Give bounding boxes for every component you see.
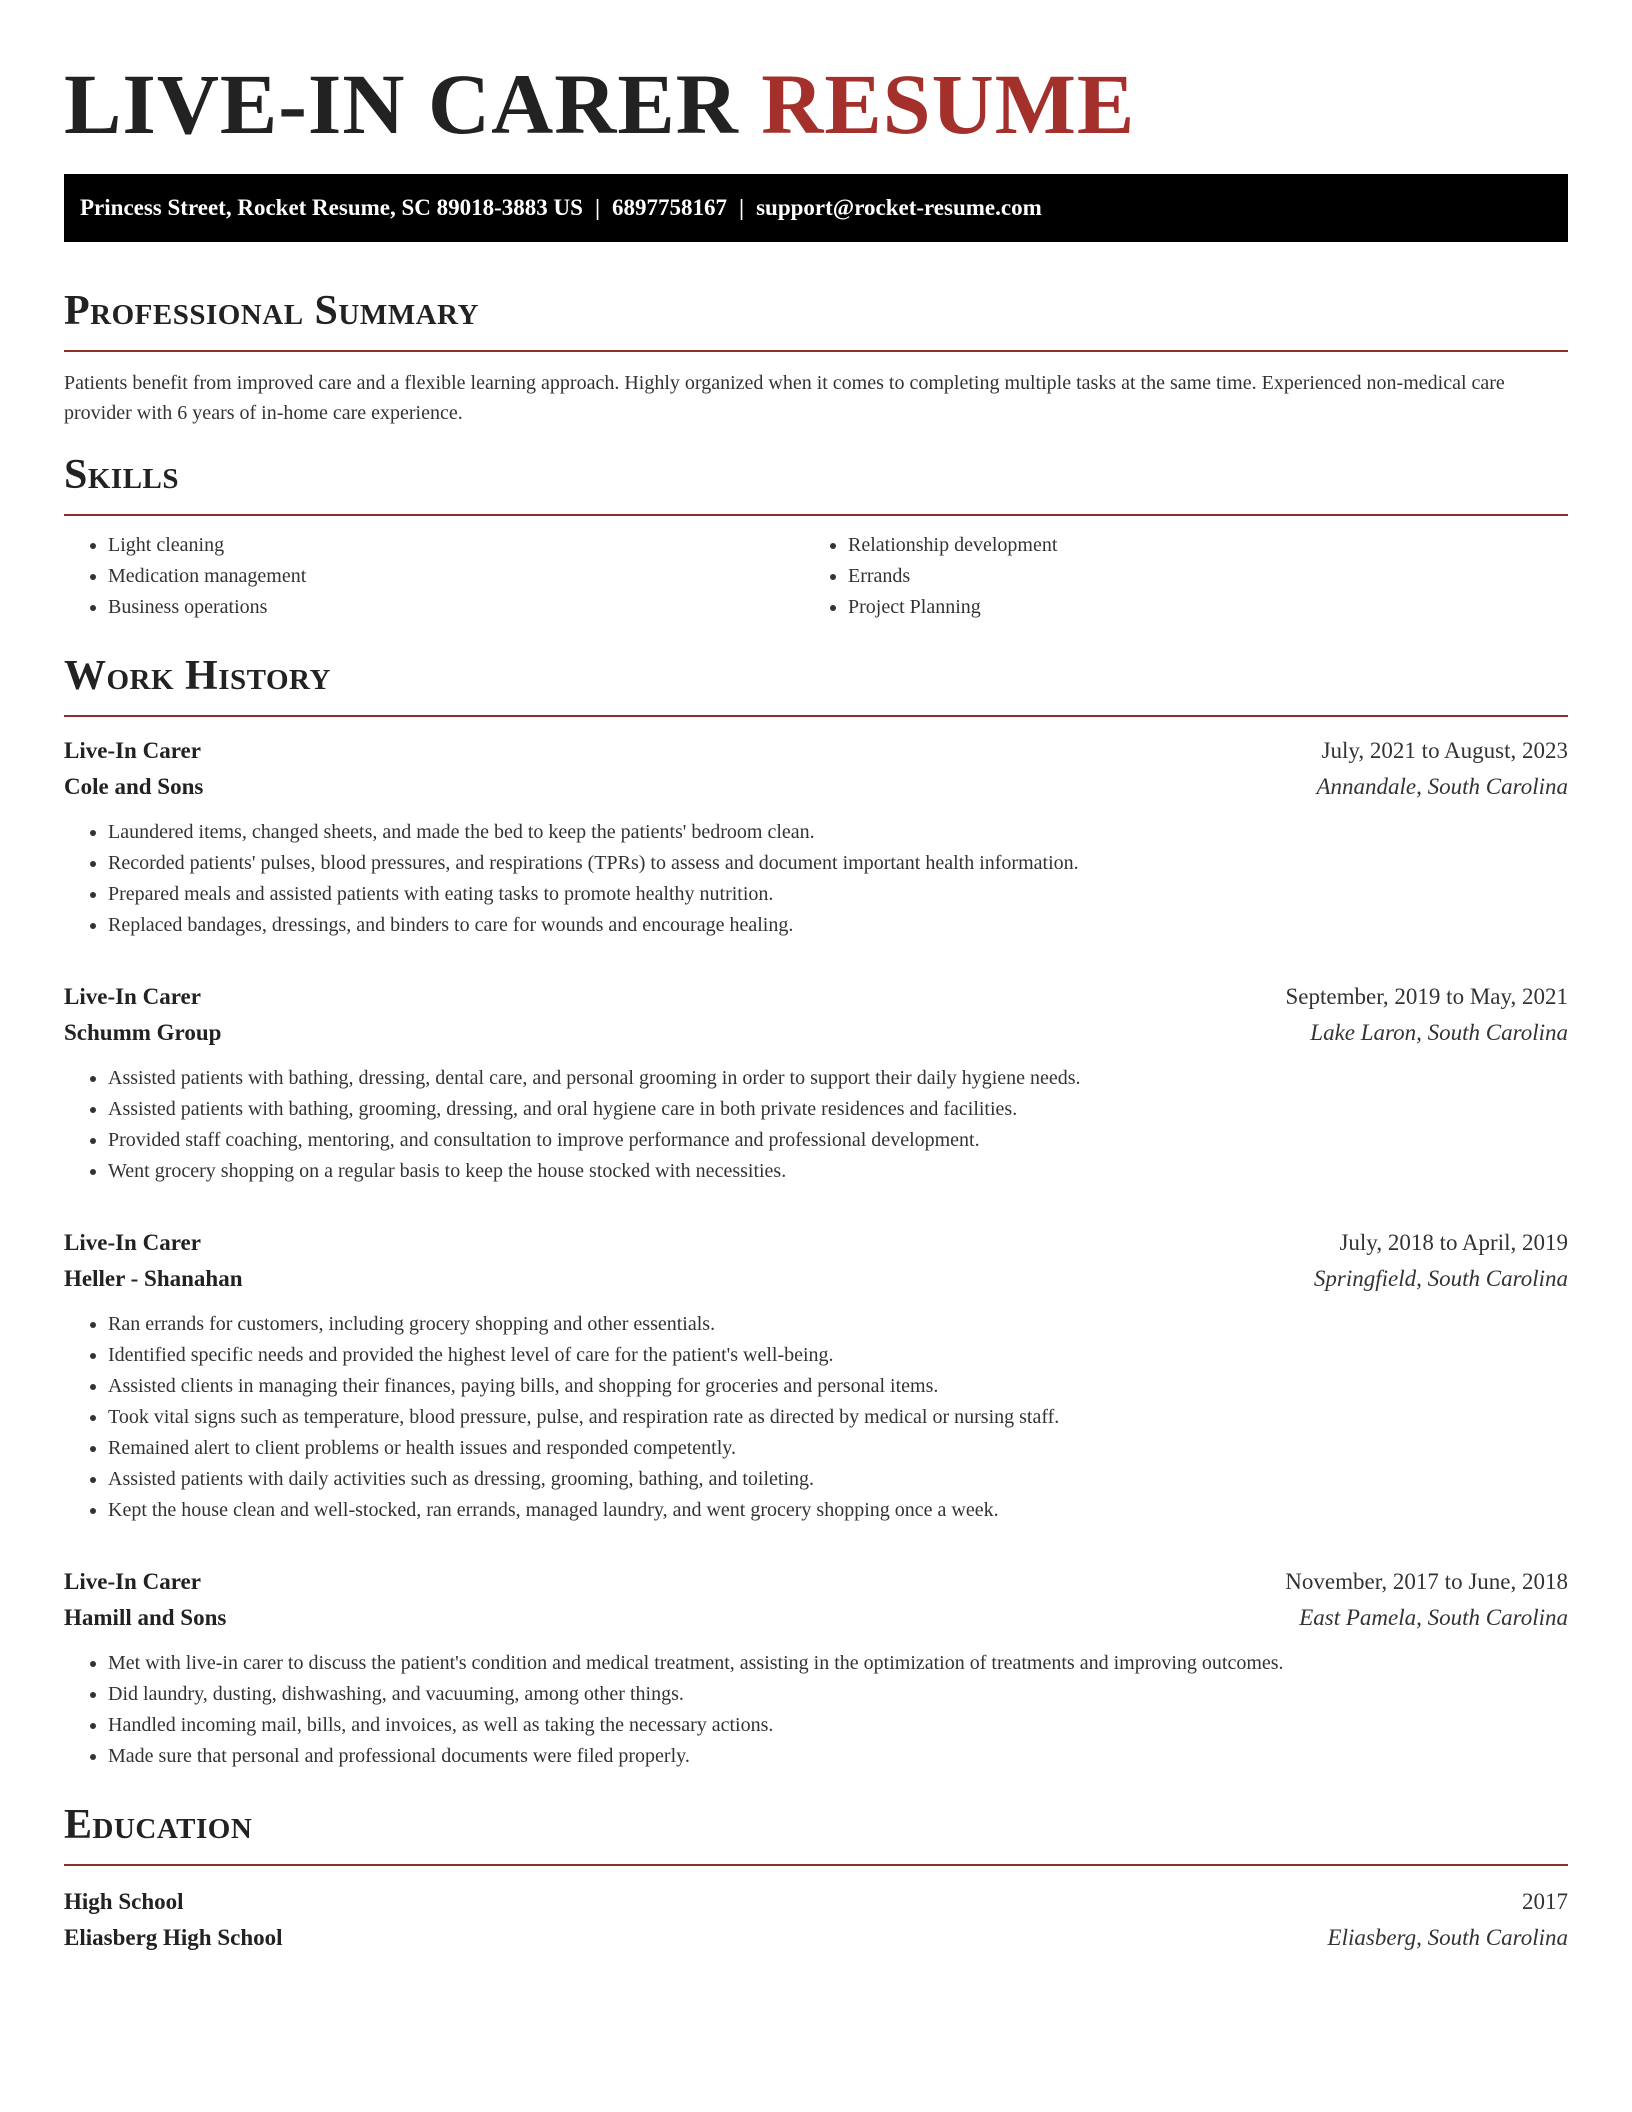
- job-company: Heller - Shanahan: [64, 1266, 243, 1291]
- work-history-heading: Work History: [64, 651, 1568, 717]
- job-dates: November, 2017 to June, 2018: [1285, 1569, 1568, 1594]
- job-bullet: • Laundered items, changed sheets, and made the bed to keep the patients' bedroom clean.: [108, 817, 1568, 848]
- job-bullets: [64, 1063, 1568, 1187]
- job-bullet: • Assisted patients with bathing, dressing, dental care, and personal grooming in order to support their daily hygiene needs.: [108, 1063, 1568, 1094]
- job-entry: [64, 1564, 1568, 1772]
- education-heading: Education: [64, 1800, 1568, 1866]
- job-bullet: • Ran errands for customers, including grocery shopping and other essentials.: [108, 1309, 1568, 1340]
- education-degree: High School: [64, 1889, 184, 1914]
- job-company: Cole and Sons: [64, 774, 204, 799]
- skills-grid: [64, 530, 1568, 623]
- job-location: Lake Laron, South Carolina: [1310, 1020, 1568, 1045]
- job-company: Schumm Group: [64, 1020, 222, 1045]
- education-year: 2017: [1522, 1889, 1568, 1914]
- resume-page: [64, 0, 1568, 1956]
- job-bullet: • Assisted clients in managing their finances, paying bills, and shopping for groceries and personal items.: [108, 1371, 1568, 1402]
- skills-list-right: [804, 530, 1544, 623]
- job-dates: July, 2021 to August, 2023: [1321, 738, 1568, 763]
- job-entry: [64, 979, 1568, 1187]
- education-degree-row: [64, 1884, 1568, 1920]
- skill-item: • Business operations: [108, 592, 804, 623]
- contact-separator: |: [739, 195, 745, 220]
- job-bullet: • Handled incoming mail, bills, and invoices, as well as taking the necessary actions.: [108, 1710, 1568, 1741]
- job-bullet: • Provided staff coaching, mentoring, and consultation to improve performance and professional development.: [108, 1125, 1568, 1156]
- contact-bar: [64, 174, 1568, 242]
- job-title: Live-In Carer: [64, 1230, 201, 1255]
- job-location: Springfield, South Carolina: [1313, 1266, 1568, 1291]
- contact-email: support@rocket-resume.com: [756, 195, 1042, 220]
- summary-text: Patients benefit from improved care and a flexible learning approach. Highly organized when it comes to completing multiple tasks at the same time. Experienced non-medical care provider with 6 years of in-home care experience.: [64, 372, 1505, 424]
- job-header-row: [64, 979, 1568, 1015]
- job-dates: September, 2019 to May, 2021: [1285, 984, 1568, 1009]
- job-title: Live-In Carer: [64, 984, 201, 1009]
- skill-item: • Medication management: [108, 561, 804, 592]
- job-bullet: • Met with live-in carer to discuss the patient's condition and medical treatment, assisting in the optimization of treatments and improving outcomes.: [108, 1648, 1568, 1679]
- skill-item: • Relationship development: [848, 530, 1544, 561]
- education-entry: [64, 1884, 1568, 1956]
- job-bullet: • Replaced bandages, dressings, and binders to care for wounds and encourage healing.: [108, 910, 1568, 941]
- job-company-row: [64, 1600, 1568, 1636]
- job-entry: [64, 733, 1568, 941]
- skill-item: • Light cleaning: [108, 530, 804, 561]
- job-bullet: • Identified specific needs and provided the highest level of care for the patient's well-being.: [108, 1340, 1568, 1371]
- skill-item: • Errands: [848, 561, 1544, 592]
- job-dates: July, 2018 to April, 2019: [1339, 1230, 1568, 1255]
- job-company-row: [64, 1261, 1568, 1297]
- job-bullet: • Assisted patients with bathing, grooming, dressing, and oral hygiene care in both private residences and facilities.: [108, 1094, 1568, 1125]
- skill-item: • Project Planning: [848, 592, 1544, 623]
- job-bullet: • Recorded patients' pulses, blood pressures, and respirations (TPRs) to assess and document important health information.: [108, 848, 1568, 879]
- job-entry: [64, 1225, 1568, 1526]
- contact-address: Princess Street, Rocket Resume, SC 89018-3883 US: [80, 195, 583, 220]
- education-school-row: [64, 1920, 1568, 1956]
- job-bullet: • Made sure that personal and professional documents were filed properly.: [108, 1741, 1568, 1772]
- skills-list-left: [64, 530, 804, 623]
- job-header-row: [64, 733, 1568, 769]
- title-main: LIVE-IN CARER: [64, 56, 739, 152]
- contact-separator: |: [594, 195, 601, 220]
- education-location: Eliasberg, South Carolina: [1327, 1925, 1568, 1950]
- education-school: Eliasberg High School: [64, 1925, 283, 1950]
- job-bullets: [64, 817, 1568, 941]
- summary-heading: Professional Summary: [64, 286, 1568, 352]
- job-header-row: [64, 1564, 1568, 1600]
- job-title: Live-In Carer: [64, 738, 201, 763]
- job-bullet: • Remained alert to client problems or health issues and responded competently.: [108, 1433, 1568, 1464]
- job-company-row: [64, 769, 1568, 805]
- title-accent: RESUME: [761, 56, 1136, 152]
- job-location: Annandale, South Carolina: [1316, 774, 1568, 799]
- job-bullets: [64, 1309, 1568, 1526]
- job-bullet: • Prepared meals and assisted patients with eating tasks to promote healthy nutrition.: [108, 879, 1568, 910]
- job-header-row: [64, 1225, 1568, 1261]
- resume-title: [64, 0, 1568, 150]
- job-company: Hamill and Sons: [64, 1605, 227, 1630]
- skills-heading: Skills: [64, 450, 1568, 516]
- job-title: Live-In Carer: [64, 1569, 201, 1594]
- job-bullet: • Did laundry, dusting, dishwashing, and vacuuming, among other things.: [108, 1679, 1568, 1710]
- job-bullet: • Went grocery shopping on a regular basis to keep the house stocked with necessities.: [108, 1156, 1568, 1187]
- job-bullet: • Assisted patients with daily activities such as dressing, grooming, bathing, and toileting.: [108, 1464, 1568, 1495]
- contact-phone: 6897758167: [612, 195, 728, 220]
- job-location: East Pamela, South Carolina: [1299, 1605, 1568, 1630]
- job-bullets: [64, 1648, 1568, 1772]
- job-bullet: • Kept the house clean and well-stocked, ran errands, managed laundry, and went grocery shopping once a week.: [108, 1495, 1568, 1526]
- job-company-row: [64, 1015, 1568, 1051]
- job-bullet: • Took vital signs such as temperature, blood pressure, pulse, and respiration rate as directed by medical or nursing staff.: [108, 1402, 1568, 1433]
